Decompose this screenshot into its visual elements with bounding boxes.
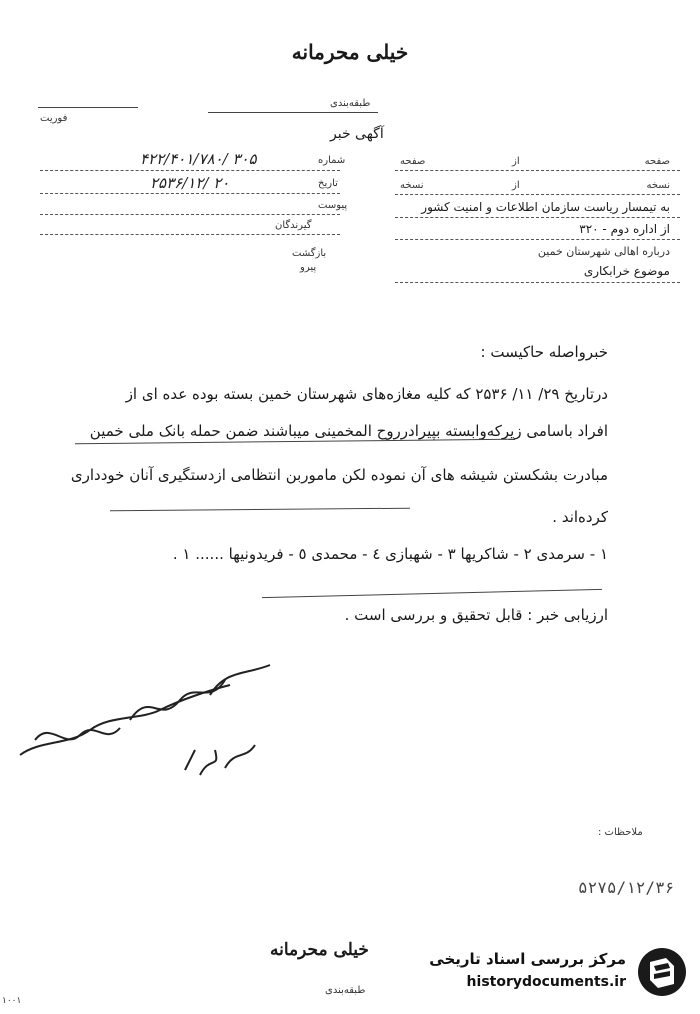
margin-code: ۱۰۰۱ bbox=[2, 996, 22, 1006]
copy-ref-label: پیرو bbox=[300, 262, 317, 273]
page-label-2: صفحه bbox=[400, 156, 426, 167]
divider bbox=[40, 193, 340, 194]
notes-label: ملاحظات : bbox=[598, 827, 643, 838]
handwritten-signature bbox=[10, 650, 290, 790]
divider bbox=[40, 170, 340, 171]
divider bbox=[395, 282, 680, 283]
from-label: از bbox=[512, 156, 520, 167]
classification-label-bottom: طبقه‌بندی bbox=[325, 985, 366, 996]
number-label: شماره bbox=[318, 155, 346, 166]
classification-label: طبقه‌بندی bbox=[330, 98, 371, 109]
archive-logo-icon bbox=[636, 946, 688, 998]
stamp-number: ۵۲۷۵/۱۲/۳۶ bbox=[578, 878, 675, 897]
from-label-2: از bbox=[512, 180, 520, 191]
classification-top: خیلی محرمانه bbox=[291, 40, 409, 64]
copy-label-2: نسخه bbox=[400, 180, 424, 191]
subject-line: موضوع خرابکاری bbox=[583, 264, 670, 278]
divider bbox=[395, 194, 680, 195]
divider bbox=[38, 107, 138, 108]
urgency-label: فوریت bbox=[40, 113, 68, 124]
body-line-4: کرده‌اند . bbox=[552, 508, 608, 526]
body-line-1: درتاریخ ۲۹/ ۱۱/ ۲۵۳۶ که کلیه مغازه‌های شهرستان خمین بسته بوده عده ای از bbox=[125, 385, 608, 403]
underline-mark bbox=[110, 508, 410, 512]
from-line: از اداره دوم - ۳۲۰ bbox=[579, 222, 670, 236]
date-label: تاریخ bbox=[318, 178, 338, 189]
classification-bottom: خیلی محرمانه bbox=[270, 940, 369, 960]
watermark-site[interactable]: historydocuments.ir bbox=[466, 974, 626, 990]
divider bbox=[208, 112, 378, 113]
doc-type: آگهی خبر bbox=[330, 126, 384, 142]
divider bbox=[40, 214, 340, 215]
body-line-2: افراد باسامی زیرکه‌وابسته بپیرادرروح المخمینی میباشند ضمن حمله بانک ملی خمین bbox=[89, 422, 608, 440]
divider bbox=[40, 234, 340, 235]
to-line: به تیمسار ریاست سازمان اطلاعات و امنیت کشور bbox=[421, 200, 670, 214]
divider bbox=[395, 239, 680, 240]
recipients-label: گیرندگان bbox=[275, 220, 312, 231]
body-line-3: مبادرت بشکستن شیشه های آن نموده لکن ماموربن انتظامی ازدستگیری آنان خودداری bbox=[70, 466, 608, 484]
date-value: ۲۵۳۶/۱۲/ ۲۰ bbox=[150, 174, 230, 192]
divider bbox=[395, 170, 680, 171]
attachment-label: پیوست bbox=[318, 200, 348, 211]
about-line: درباره اهالی شهرستان خمین bbox=[537, 245, 670, 258]
number-value: ۴۲۲/۴۰۱/۷۸۰/ ۳۰۵ bbox=[140, 150, 257, 168]
divider bbox=[395, 217, 680, 218]
underline-mark bbox=[262, 589, 602, 598]
assessment: ارزیابی خبر : قابل تحقیق و بررسی است . bbox=[344, 606, 608, 624]
names-list: ۱ - سرمدی ۲ - شاکریها ۳ - شهبازی ٤ - محمدی ٥ - فریدونیها ...... ۱ . bbox=[172, 545, 608, 563]
body-intro: خبرواصله حاکیست : bbox=[480, 343, 608, 361]
copy-label: نسخه bbox=[646, 180, 670, 191]
page-label: صفحه bbox=[644, 156, 670, 167]
review-label: بازگشت bbox=[292, 248, 327, 259]
watermark-org: مرکز بررسی اسناد تاریخی bbox=[429, 950, 626, 968]
